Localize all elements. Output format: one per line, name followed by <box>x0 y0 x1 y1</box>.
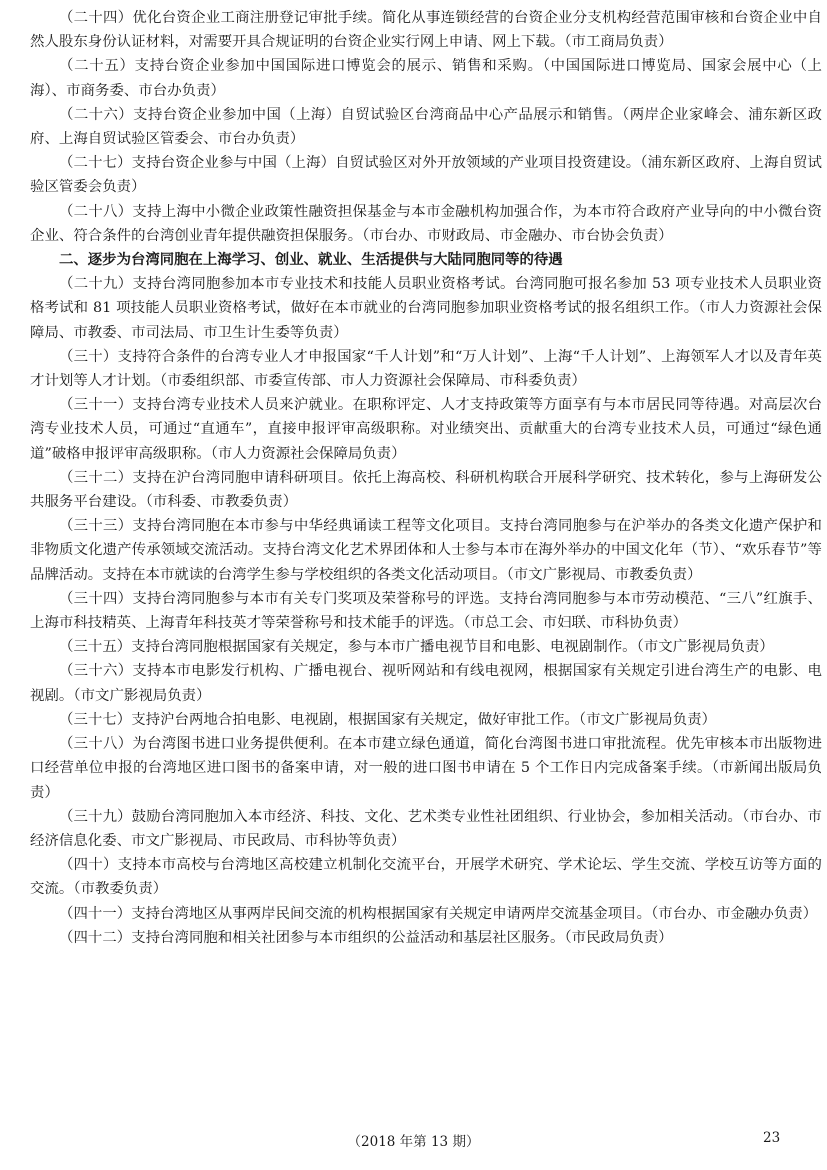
paragraph-40: （四十）支持本市高校与台湾地区高校建立机制化交流平台，开展学术研究、学术论坛、学生交流、学校互访等方面的交流。（市教委负责） <box>30 857 822 898</box>
issue-label: （2018 年第 13 期） <box>347 1134 480 1150</box>
paragraph-38: （三十八）为台湾图书进口业务提供便利。在本市建立绿色通道，简化台湾图书进口审批流程。优先审核本市出版物进口经营单位申报的台湾地区进口图书的备案申请，对一般的进口图书申请在 5 个工作日内完成备案手续。（市新闻出版局负责） <box>30 736 822 801</box>
page-footer <box>0 1130 827 1154</box>
paragraph-30: （三十）支持符合条件的台湾专业人才申报国家“千人计划”和“万人计划”、上海“千人计划”、上海领军人才以及青年英才计划等人才计划。（市委组织部、市委宣传部、市人力资源社会保障局、市科委负责） <box>30 348 822 390</box>
paragraph-27: （二十七）支持台资企业参与中国（上海）自贸试验区对外开放领域的产业项目投资建设。（浦东新区政府、上海自贸试验区管委会负责） <box>30 155 822 196</box>
paragraph-32: （三十二）支持在沪台湾同胞申请科研项目。依托上海高校、科研机构联合开展科学研究、技术转化，参与上海研发公共服务平台建设。（市科委、市教委负责） <box>30 469 822 511</box>
paragraph-41: （四十一）支持台湾地区从事两岸民间交流的机构根据国家有关规定申请两岸交流基金项目。（市台办、市金融办负责） <box>59 905 818 922</box>
paragraph-39: （三十九）鼓励台湾同胞加入本市经济、科技、文化、艺术类专业性社团组织、行业协会，参加相关活动。（市台办、市经济信息化委、市文广影视局、市民政局、市科协等负责） <box>30 808 822 849</box>
paragraph-25: （二十五）支持台资企业参加中国国际进口博览会的展示、销售和采购。（中国国际进口博览局、国家会展中心（上海）、市商务委、市台办负责） <box>30 58 822 99</box>
paragraph-24: （二十四）优化台资企业工商注册登记审批手续。简化从事连锁经营的台资企业分支机构经营范围审核和台资企业中自然人股东身份认证材料，对需要开具合规证明的台资企业实行网上申请、网上下载。（市工商局负责） <box>30 10 822 51</box>
document-body <box>30 6 822 950</box>
paragraph-28: （二十八）支持上海中小微企业政策性融资担保基金与本市金融机构加强合作，为本市符合政府产业导向的中小微台资企业、符合条件的台湾创业青年提供融资担保服务。（市台办、市财政局、市金融办、市台协会负责） <box>30 203 822 244</box>
paragraph-36: （三十六）支持本市电影发行机构、广播电视台、视听网站和有线电视网，根据国家有关规定引进台湾生产的电影、电视剧。（市文广影视局负责） <box>30 663 822 704</box>
paragraph-31: （三十一）支持台湾专业技术人员来沪就业。在职称评定、人才支持政策等方面享有与本市居民同等待遇。对高层次台湾专业技术人员，可通过“直通车”，直接申报评审高级职称。对业绩突出、贡献重大的台湾专业技术人员，可通过“绿色通道”破格申报评审高级职称。（市人力资源社会保障局负责） <box>30 397 822 462</box>
paragraph-35: （三十五）支持台湾同胞根据国家有关规定，参与本市广播电视节目和电影、电视剧制作。（市文广影视局负责） <box>59 639 774 656</box>
section-heading: 二、逐步为台湾同胞在上海学习、创业、就业、生活提供与大陆同胞同等的待遇 <box>59 252 563 269</box>
paragraph-42: （四十二）支持台湾同胞和相关社团参与本市组织的公益活动和基层社区服务。（市民政局负责） <box>59 929 673 946</box>
paragraph-26: （二十六）支持台资企业参加中国（上海）自贸试验区台湾商品中心产品展示和销售。（两岸企业家峰会、浦东新区政府、上海自贸试验区管委会、市台办负责） <box>30 106 822 148</box>
paragraph-33: （三十三）支持台湾同胞在本市参与中华经典诵读工程等文化项目。支持台湾同胞参与在沪举办的各类文化遗产保护和非物质文化遗产传承领域交流活动。支持台湾文化艺术界团体和人士参与本市在海外举办的中国文化年（节）、“欢乐春节”等品牌活动。支持在本市就读的台湾学生参与学校组织的各类文化活动项目。（市文广影视局、市教委负责） <box>30 518 822 583</box>
page-number: 23 <box>763 1130 781 1146</box>
paragraph-34: （三十四）支持台湾同胞参与本市有关专门奖项及荣誉称号的评选。支持台湾同胞参与本市劳动模范、“三八”红旗手、上海市科技精英、上海青年科技英才等荣誉称号和技术能手的评选。（市总工会、市妇联、市科协负责） <box>30 590 822 632</box>
paragraph-37: （三十七）支持沪台两地合拍电影、电视剧，根据国家有关规定，做好审批工作。（市文广影视局负责） <box>59 711 717 728</box>
paragraph-29: （二十九）支持台湾同胞参加本市专业技术和技能人员职业资格考试。台湾同胞可报名参加 53 项专业技术人员职业资格考试和 81 项技能人员职业资格考试，做好在本市就业的台湾同胞参加职业资格考试的报名组织工作。（市人力资源社会保障局、市教委、市司法局、市卫生计生委等负责） <box>30 276 822 341</box>
